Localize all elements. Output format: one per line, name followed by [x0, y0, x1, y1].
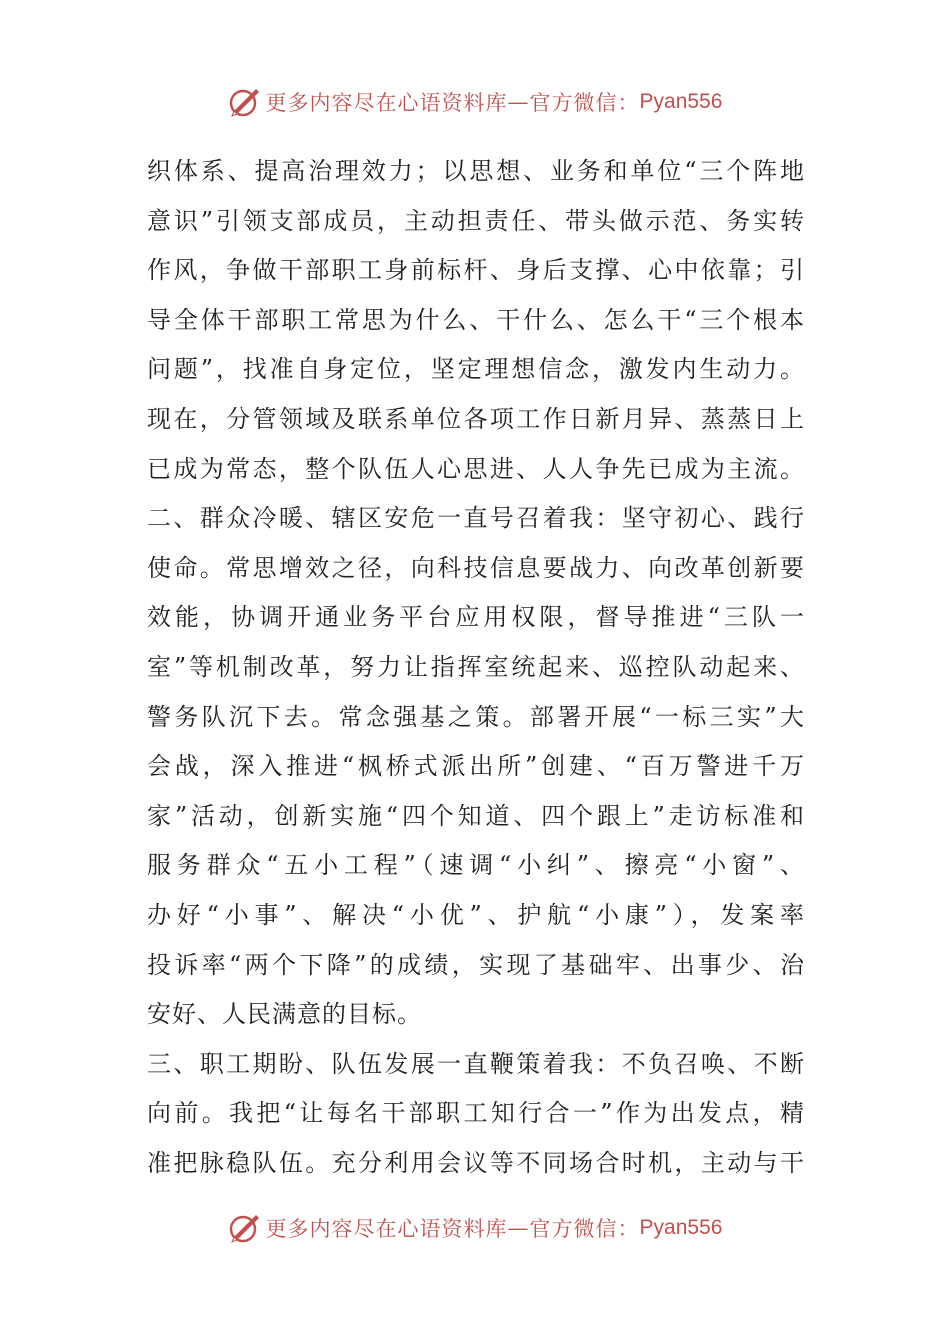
watermark-brand: 更多内容尽在心语资料库: [265, 1217, 508, 1241]
body-line: 室”等机制改革，努力让指挥室统起来、巡控队动起来、: [147, 652, 805, 681]
body-line: 意识”引领支部成员，主动担责任、带头做示范、务实转: [147, 206, 805, 235]
body-line: 已成为常态，整个队伍人心思进、人人争先已成为主流。: [147, 454, 805, 483]
body-line: 投诉率“两个下降”的成绩，实现了基础牢、出事少、治: [147, 950, 805, 979]
body-line: 问题”，找准自身定位，坚定理想信念，激发内生动力。: [147, 355, 805, 384]
body-line: 现在，分管领域及联系单位各项工作日新月异、蒸蒸日上: [147, 404, 805, 433]
body-line: 服务群众“五小工程”（速调“小纠”、擦亮“小窗”、: [147, 851, 805, 880]
watermark-label: 官方微信：: [529, 1217, 640, 1241]
footer-watermark: [0, 1208, 950, 1248]
body-line: 二、群众冷暖、辖区安危一直号召着我：坚守初心、践行: [147, 504, 805, 533]
watermark-account: Pyan556: [639, 1216, 723, 1239]
body-line: 向前。我把“让每名干部职工知行合一”作为出发点，精: [147, 1099, 805, 1128]
header-watermark: [0, 82, 950, 122]
watermark-dash: —: [507, 90, 530, 114]
body-line: 会战，深入推进“枫桥式派出所”创建、“百万警进千万: [147, 752, 805, 781]
body-line: 家”活动，创新实施“四个知道、四个跟上”走访标准和: [147, 801, 805, 830]
body-line: 作风，争做干部职工身前标杆、身后支撑、心中依靠；引: [147, 256, 805, 285]
body-line: 安好、人民满意的目标。: [147, 1000, 422, 1029]
body-line: 织体系、提高治理效力；以思想、业务和单位“三个阵地: [147, 157, 805, 185]
body-line: 效能，协调开通业务平台应用权限，督导推进“三队一: [147, 603, 805, 632]
body-line: 导全体干部职工常思为什么、干什么、怎么干“三个根本: [147, 305, 805, 334]
body-line: 办好“小事”、解决“小优”、护航“小康”），发案率: [147, 900, 805, 929]
watermark-account: Pyan556: [639, 90, 723, 113]
body-line: 三、职工期盼、队伍发展一直鞭策着我：不负召唤、不断: [147, 1049, 805, 1078]
document-body: [147, 147, 805, 1188]
body-line: 准把脉稳队伍。充分利用会议等不同场合时机，主动与干: [147, 1148, 805, 1177]
watermark-brand: 更多内容尽在心语资料库: [265, 91, 508, 115]
watermark-dash: —: [507, 1216, 530, 1240]
body-line: 警务队沉下去。常念强基之策。部署开展“一标三实”大: [147, 702, 805, 731]
watermark-label: 官方微信：: [529, 91, 640, 115]
body-line: 使命。常思增效之径，向科技信息要战力、向改革创新要: [147, 553, 805, 582]
pen-logo-icon: [228, 85, 262, 119]
pen-logo-icon: [228, 1211, 262, 1245]
